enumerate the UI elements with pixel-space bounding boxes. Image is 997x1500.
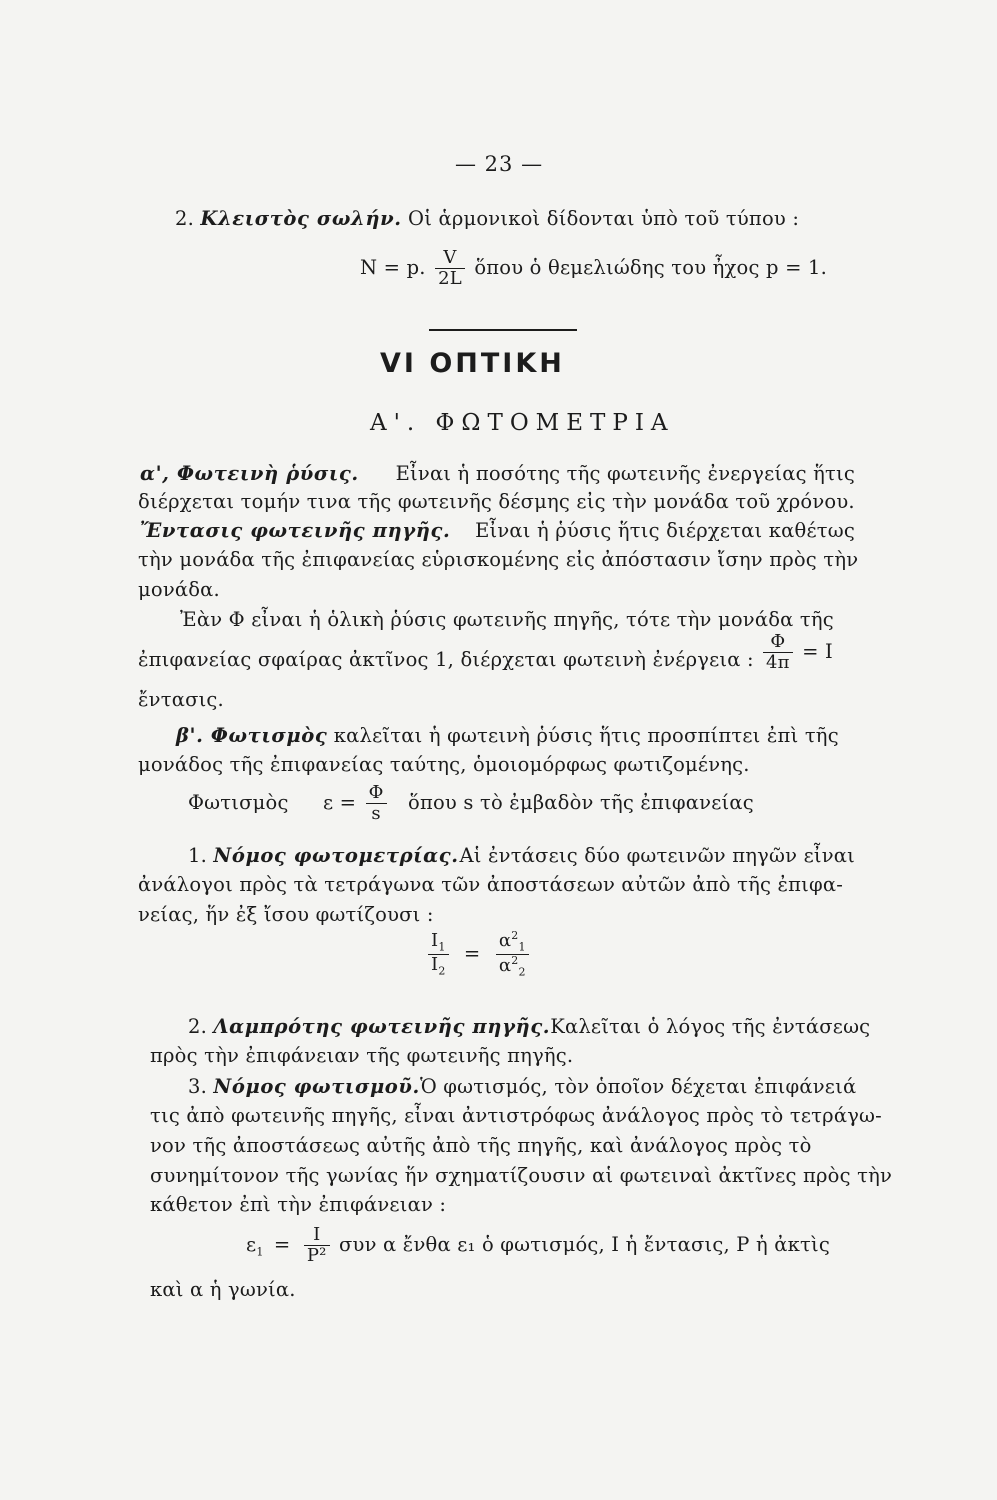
section-divider <box>429 329 577 331</box>
closed-pipe-line <box>175 205 799 233</box>
lhs-numerator: $I_1$ <box>431 930 446 954</box>
beta-line-1 <box>176 722 839 750</box>
fraction-denominator: 4π <box>763 652 793 673</box>
law3-line-7: καὶ α ἡ γωνία. <box>150 1278 296 1301</box>
fraction-numerator: I <box>313 1224 321 1245</box>
formula-rest: = I <box>802 639 833 663</box>
fraction-denominator: 2L <box>435 268 465 289</box>
rhs-denominator: $\alpha^2_2$ <box>496 954 529 979</box>
item-title: Κλειστὸς σωλήν. <box>200 207 402 230</box>
intensity-heading: Ἔντασις φωτεινῆς πηγῆς. <box>140 519 451 542</box>
fraction-denominator: P² <box>304 1245 330 1266</box>
formula-rest: συν α ἔνθα ε₁ ὁ φωτισμός, I ἡ ἔντασις, P ἡ ἀκτὶς <box>339 1232 830 1256</box>
law2-text: Καλεῖται ὁ λόγος τῆς ἐντάσεως <box>550 1015 871 1038</box>
law3-title: Νόμος φωτισμοῦ. <box>213 1075 420 1098</box>
formula-lhs: N = p. <box>360 255 426 279</box>
rhs-numerator: $\alpha^2_1$ <box>498 929 526 954</box>
alpha-line-5: μονάδα. <box>138 578 220 601</box>
law3-line-1 <box>188 1073 855 1101</box>
law2-line-2: πρὸς τὴν ἐπιφάνειαν τῆς φωτεινῆς πηγῆς. <box>150 1044 574 1067</box>
formula-lhs-sub: 1 <box>256 1245 264 1259</box>
alpha-line-6: Ἐὰν Φ εἶναι ἡ ὁλικὴ ῥύσις φωτεινῆς πηγῆς, τότε τὴν μονάδα τῆς <box>180 608 834 631</box>
law3-formula <box>246 1225 830 1267</box>
lhs-fraction <box>428 931 449 977</box>
law3-heading-group <box>188 1073 420 1101</box>
alpha-line-7: ἐπιφανείας σφαίρας ἀκτῖνος 1, διέρχεται φωτεινὴ ἐνέργεια : <box>138 648 754 671</box>
law1-title: Νόμος φωτομετρίας. <box>213 844 459 867</box>
alpha-line-8: ἔντασις. <box>138 688 224 711</box>
formula-rest: ὅπου ὁ θεμελιώδης του ἦχος p = 1. <box>474 255 828 279</box>
beta-line-2: μονάδος τῆς ἐπιφανείας ταύτης, ὁμοιομόρφως φωτιζομένης. <box>138 753 750 776</box>
formula-lhs: ε <box>246 1232 257 1256</box>
fraction-numerator: Φ <box>368 782 384 803</box>
law3-line-5: κάθετον ἐπὶ τὴν ἐπιφάνειαν : <box>150 1193 447 1216</box>
law2-line-1 <box>188 1013 871 1041</box>
fraction-numerator: V <box>443 247 457 268</box>
beta-text: καλεῖται ἡ φωτεινὴ ῥύσις ἥτις προσπίπτει ἐπὶ τῆς <box>333 724 839 747</box>
fraction-denominator: s <box>366 803 387 824</box>
alpha-heading: α', Φωτεινὴ ῥύσις. <box>140 462 359 485</box>
beta-heading: β'. Φωτισμὸς <box>176 724 328 747</box>
rhs-fraction <box>496 930 529 978</box>
law3-line-4: συνημίτονον τῆς γωνίας ἥν σχηματίζουσιν αἱ φωτειναὶ ἀκτῖνες πρὸς τὴν <box>150 1164 893 1187</box>
law1-line-3: νείας, ἥν ἐξ ἴσου φωτίζουσι : <box>138 903 434 926</box>
intensity-fraction <box>763 632 793 673</box>
law1-text: Αἱ ἐντάσεις δύο φωτεινῶν πηγῶν εἶναι <box>459 844 855 867</box>
fraction-numerator: Φ <box>770 631 786 652</box>
chapter-title: VI ΟΠΤΙΚΗ <box>380 348 565 379</box>
alpha-line-2: διέρχεται τομήν τινα τῆς φωτεινῆς δέσμης εἰς τὴν μονάδα τοῦ χρόνου. <box>138 490 855 513</box>
law3-number: 3. <box>188 1075 208 1098</box>
formula-lhs: ε = <box>322 790 357 814</box>
law1-number: 1. <box>188 844 208 867</box>
equals-sign: = <box>273 1232 291 1256</box>
law1-line-1 <box>188 842 855 870</box>
item-number: 2. <box>175 207 195 230</box>
alpha-line-4: τὴν μονάδα τῆς ἐπιφανείας εὑρισκομένης εἰς ἀπόστασιν ἴσην πρὸς τὴν <box>138 548 859 571</box>
law2-heading-group <box>188 1013 550 1041</box>
formula-rest: ὅπου s τὸ ἐμβαδὸν τῆς ἐπιφανείας <box>408 790 754 814</box>
intensity-formula <box>760 632 833 673</box>
page-number: — 23 — <box>455 152 544 176</box>
formula-label: Φωτισμὸς <box>188 790 289 814</box>
law1-heading-group <box>188 842 459 870</box>
alpha-line-3 <box>140 517 855 545</box>
intensity-text: Εἶναι ἡ ῥύσις ἥτις διέρχεται καθέτως <box>475 519 855 542</box>
law2-number: 2. <box>188 1015 208 1038</box>
law1-line-2: ἀνάλογοι πρὸς τὰ τετράγωνα τῶν ἀποστάσεων αὐτῶν ἀπὸ τῆς ἐπιφα- <box>138 873 844 896</box>
section-title: Α'. ΦΩΤΟΜΕΤΡΙΑ <box>370 410 675 436</box>
law3-line-2: τις ἀπὸ φωτεινῆς πηγῆς, εἶναι ἀντιστρόφως ἀνάλογος πρὸς τὸ τετράγω- <box>150 1104 882 1127</box>
illumination-fraction <box>366 783 387 824</box>
formula-fraction <box>435 248 465 289</box>
law3-fraction <box>304 1225 330 1266</box>
alpha-line-1 <box>140 460 855 488</box>
law2-title: Λαμπρότης φωτεινῆς πηγῆς. <box>213 1015 551 1038</box>
law1-formula <box>425 930 532 978</box>
closed-pipe-formula <box>360 248 827 289</box>
item-text: Οἱ ἁρμονικοὶ δίδονται ὑπὸ τοῦ τύπου : <box>408 207 800 230</box>
law3-line-3: νον τῆς ἀποστάσεως αὐτῆς ἀπὸ τῆς πηγῆς, καὶ ἀνάλογος πρὸς τὸ <box>150 1134 812 1157</box>
illumination-formula <box>188 783 754 824</box>
lhs-denominator: $I_2$ <box>428 954 449 978</box>
alpha-text: Εἶναι ἡ ποσότης τῆς φωτεινῆς ἐνεργείας ἥτις <box>395 462 855 485</box>
equals-sign: = <box>463 941 481 965</box>
law3-text: Ὁ φωτισμός, τὸν ὁποῖον δέχεται ἐπιφάνειά <box>419 1075 857 1098</box>
